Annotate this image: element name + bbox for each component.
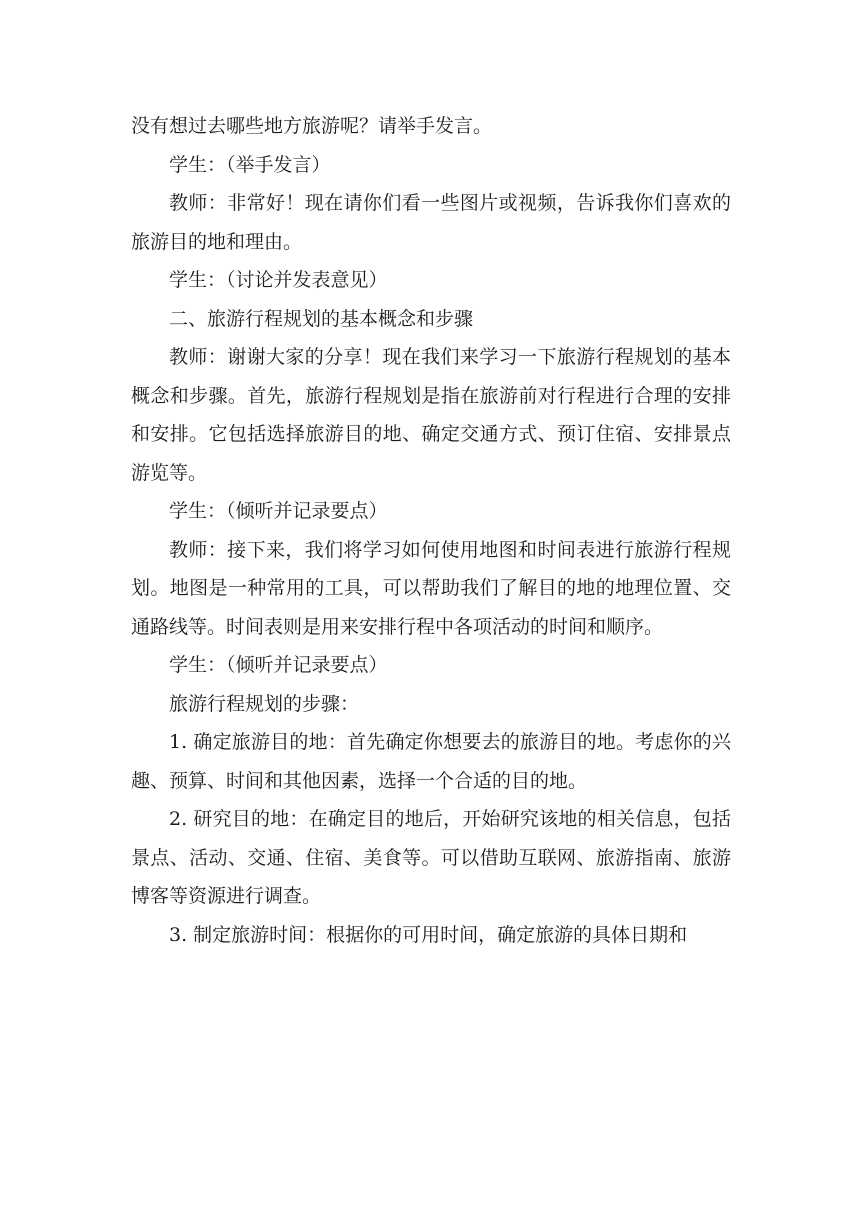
paragraph-student-listen-1: 学生：（倾听并记录要点） [169, 500, 388, 522]
steps-heading: 旅游行程规划的步骤： [169, 692, 360, 715]
paragraph-teacher-map: 教师：接下来，我们将学习如何使用地图和时间表进行旅游行程规划。地图是一种常用的工具，可以帮助我们了解目的地的地理位置、交通路线等。时间表则是用来安排行程中各项活动的时间和顺序。 [131, 538, 731, 638]
paragraph-student-listen-2: 学生：（倾听并记录要点） [169, 654, 388, 676]
section-heading: 二、旅游行程规划的基本概念和步骤 [169, 307, 474, 330]
paragraph-student-raise-hand: 学生：（举手发言） [169, 153, 331, 176]
step-2: 2. 研究目的地：在确定目的地后，开始研究该地的相关信息，包括景点、活动、交通、住宿、美食等。可以借助互联网、旅游指南、旅游博客等资源进行调查。 [131, 808, 731, 907]
paragraph-teacher-pictures: 教师：非常好！现在请你们看一些图片或视频，告诉我你们喜欢的旅游目的地和理由。 [131, 192, 731, 253]
paragraph-continuation: 没有想过去哪些地方旅游呢？请举手发言。 [131, 115, 493, 137]
paragraph-student-discuss: 学生：（讨论并发表意见） [169, 269, 388, 291]
step-1: 1. 确定旅游目的地：首先确定你想要去的旅游目的地。考虑你的兴趣、预算、时间和其他因素，选择一个合适的目的地。 [131, 731, 731, 792]
document-body [131, 107, 731, 954]
paragraph-teacher-concepts: 教师：谢谢大家的分享！现在我们来学习一下旅游行程规划的基本概念和步骤。首先，旅游行程规划是指在旅游前对行程进行合理的安排和安排。它包括选择旅游目的地、确定交通方式、预订住宿、安排景点游览等。 [131, 346, 731, 484]
step-3: 3. 制定旅游时间：根据你的可用时间，确定旅游的具体日期和 [169, 923, 688, 946]
